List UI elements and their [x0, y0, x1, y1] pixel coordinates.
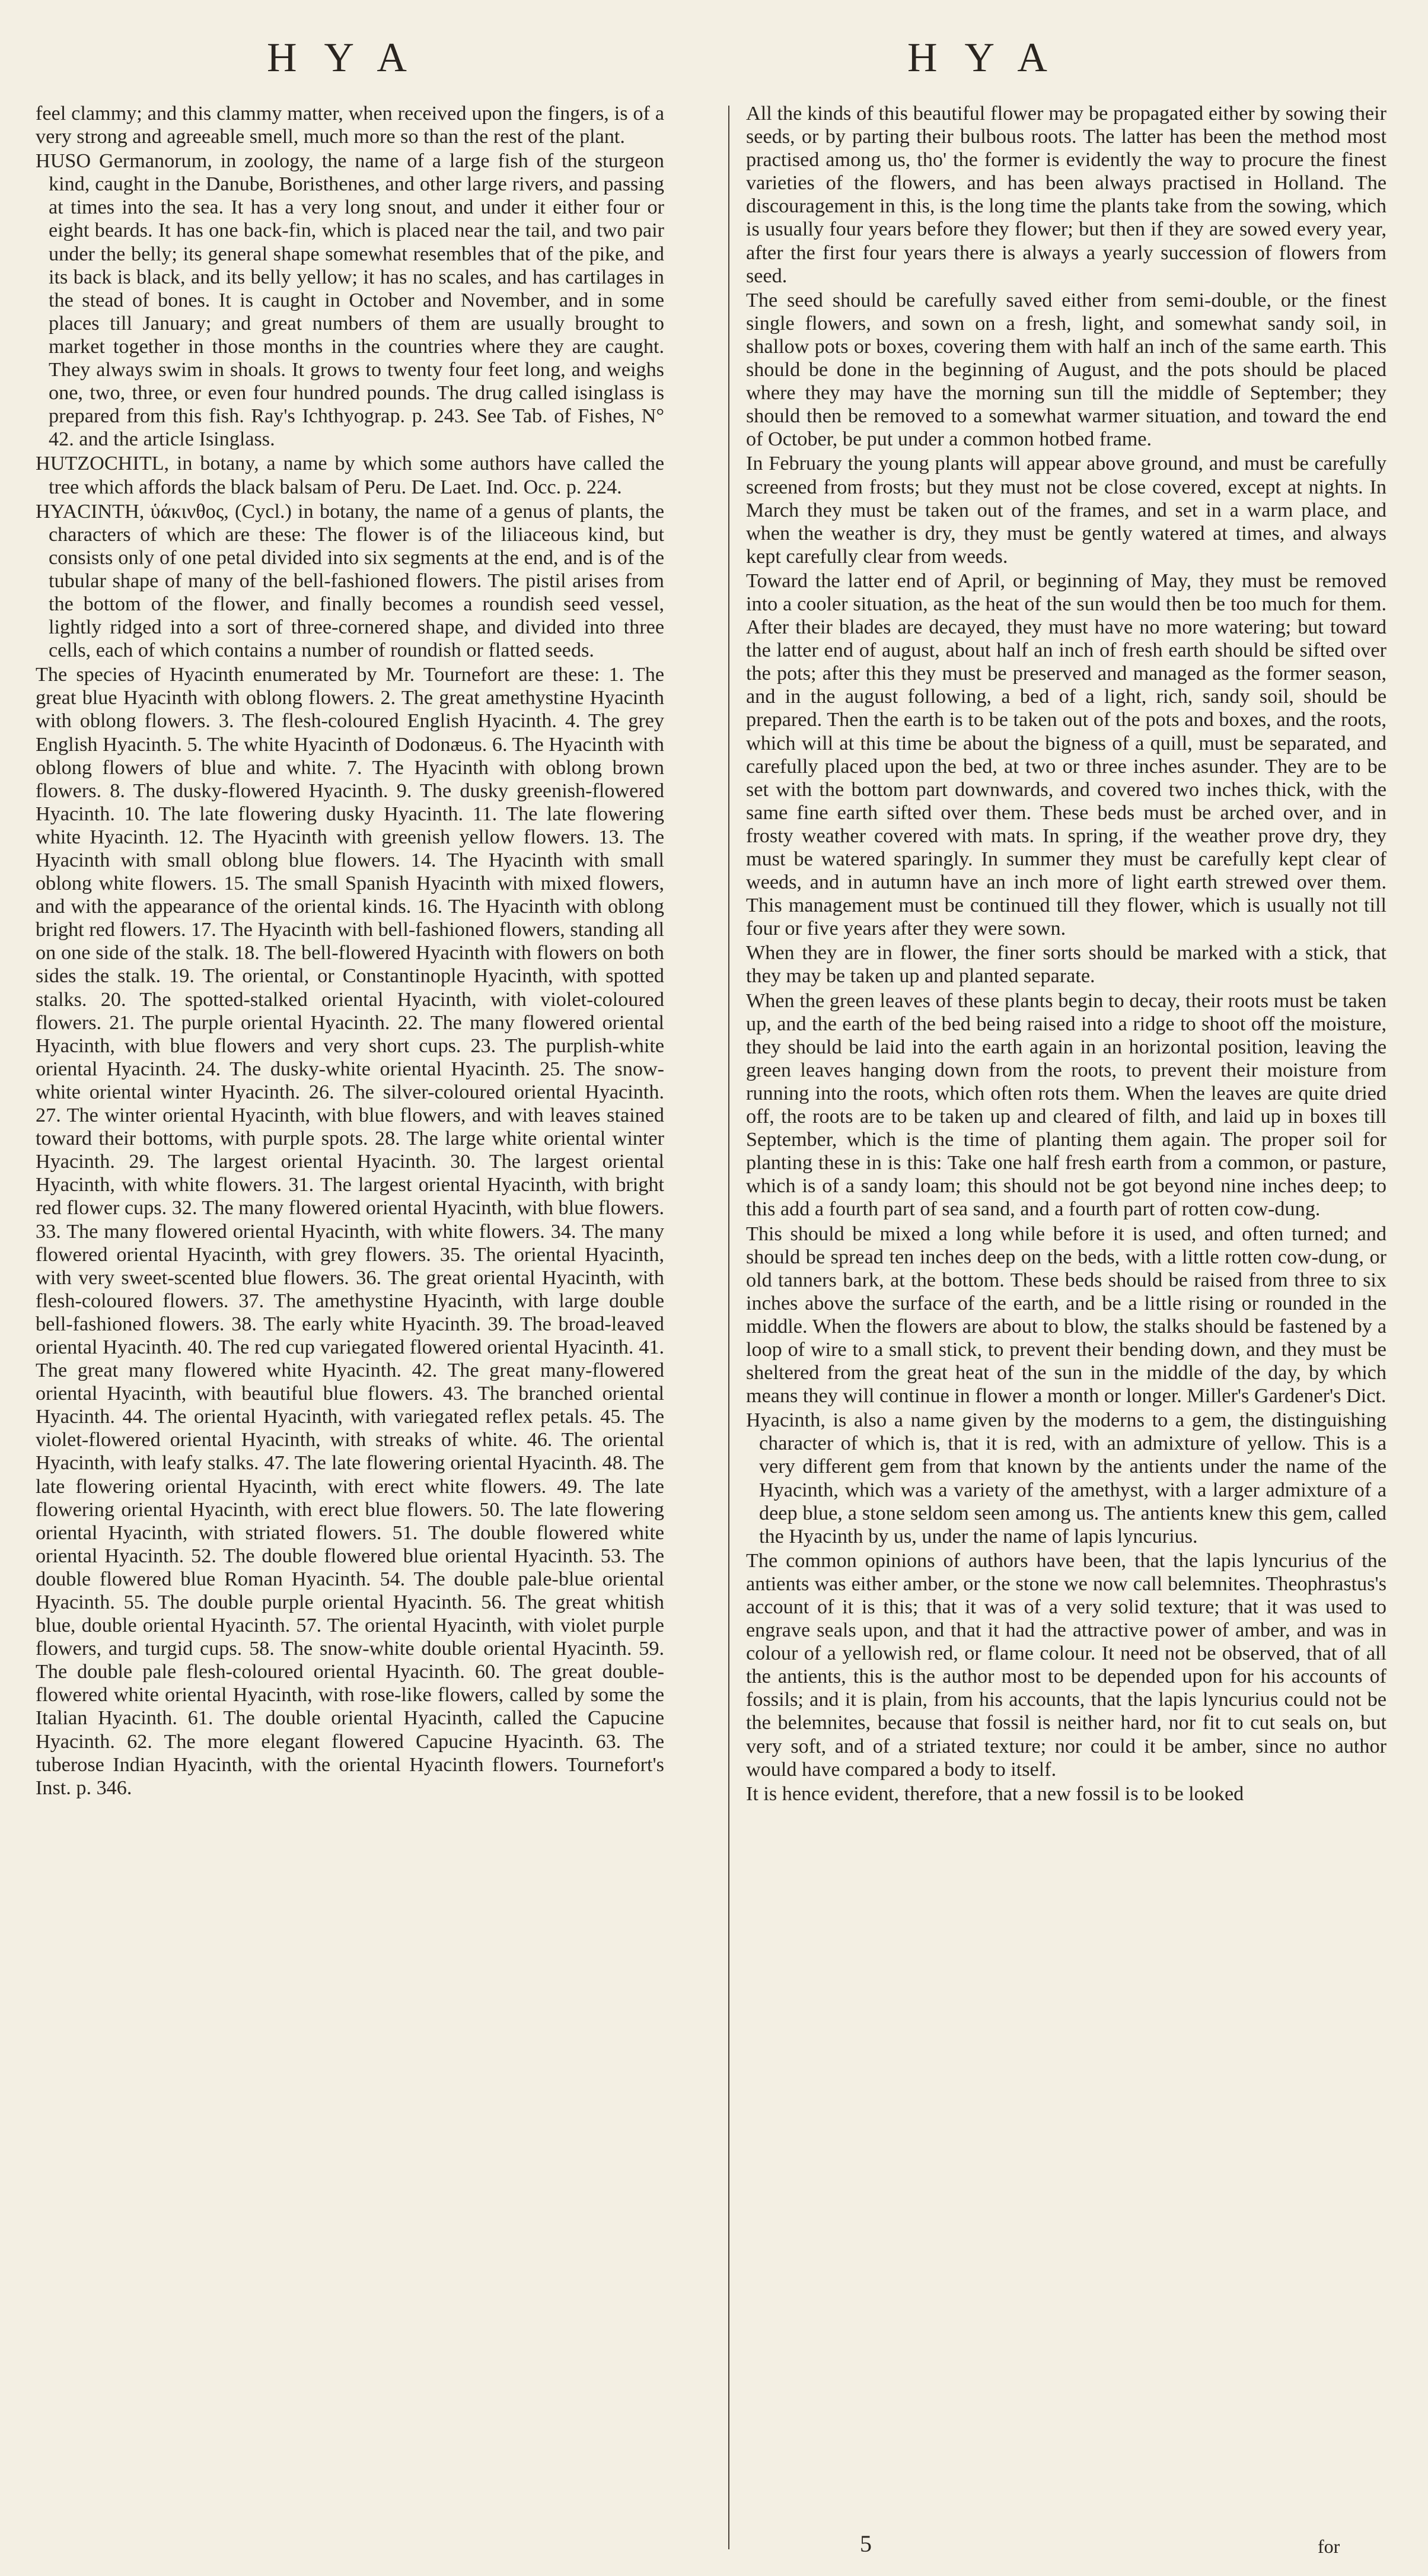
paragraph: HUTZOCHITL, in botany, a name by which some authors have called the tree which affords the black balsam of Peru. De Laet. Ind. Occ. p. 224. — [36, 453, 664, 498]
paragraph: Toward the latter end of April, or beginning of May, they must be removed into a cooler situation, as the heat of the sun would then be too much for them. After their blades are decayed, they must have no more watering; but toward the latter end of august, about half an inch of fresh earth should be sifted over the pots; after this they must be preserved and managed as the former season, and in the august following, a bed of a light, rich, sandy soil, should be prepared. Then the earth is to be taken out of the pots and boxes, and the roots, which will at this time be about the bigness of a quill, must be separated, and carefully placed upon the bed, at two or three inches asunder. They are to be set with the bottom part downwards, and covered two inches thick, with the same fine earth sifted over them. These beds must be arched over, and in frosty weather covered with mats. In spring, if the weather prove dry, they must be watered sparingly. In summer they must be carefully kept clear of weeds, and in autumn have an inch more of light earth strewed over them. This management must be continued till they flower, which is usually not till four or five years after they were sown. — [746, 569, 1386, 940]
paragraph: When the green leaves of these plants begin to decay, their roots must be taken up, and the earth of the bed being raised into a ridge to shoot off the moisture, they should be laid into the earth again in an horizontal position, leaving the green leaves hanging down from the roots, to prevent their moisture from running into the roots, which often rots them. When the leaves are quite dried off, the roots are to be taken up and cleared of filth, and laid up in boxes till September, which is the time of planting them again. The proper soil for planting these in is this: Take one half fresh earth from a common, or pasture, which is of a sandy loam; this should not be got beyond nine inches deep; to this add a fourth part of sea sand, and a fourth part of rotten cow-dung. — [746, 989, 1386, 1221]
paragraph: It is hence evident, therefore, that a new fossil is to be looked — [746, 1782, 1244, 1805]
paragraph: Hyacinth, is also a name given by the moderns to a gem, the distinguishing character of which is, that it is red, with an admixture of yellow. This is a very different gem from that known by the antients under the name of the Hyacinth, which was a variety of the amethyst, with a larger admixture of a deep blue, a stone seldom seen among us. The antients knew this gem, called the Hyacinth by us, under the name of lapis lyncurius. — [746, 1409, 1386, 1547]
paragraph: This should be mixed a long while before it is used, and often turned; and should be spread ten inches deep on the beds, with a little rotten cow-dung, or old tanners bark, at the bottom. These beds should be raised from three to six inches above the surface of the earth, and be a little rising or rounded in the middle. When the flowers are about to blow, the stalks should be fastened by a loop of wire to a small stick, to prevent their bending down, and they must be sheltered from the great heat of the sun in the middle of the day, by which means they will continue in flower a month or longer. Miller's Gardener's Dict. — [746, 1222, 1386, 1408]
paragraph: When they are in flower, the finer sorts should be marked with a stick, that they may be taken up and planted separate. — [746, 942, 1386, 988]
running-head-left: HYA — [267, 35, 434, 81]
catchword: for — [1318, 2536, 1340, 2557]
paragraph: HYACINTH, ὑάκινθος, (Cycl.) in botany, the name of a genus of plants, the characters of which are these: The flower is of the liliaceous kind, but consists only of one petal divided into six segments at the end, and is of the tubular shape of many of the bell-fashioned flowers. The pistil arises from the bottom of the flower, and finally becomes a roundish seed vessel, lightly ridged into a sort of three-cornered shape, and divided into three cells, each of which contains a number of roundish or flatted seeds. — [36, 500, 664, 662]
left-column — [36, 102, 664, 1801]
paragraph: The species of Hyacinth enumerated by Mr. Tournefort are these: 1. The great blue Hyacinth with oblong flowers. 2. The great amethystine Hyacinth with oblong flowers. 3. The flesh-coloured English Hyacinth. 4. The grey English Hyacinth. 5. The white Hyacinth of Dodonæus. 6. The Hyacinth with oblong flowers of blue and white. 7. The Hyacinth with oblong brown flowers. 8. The dusky-flowered Hyacinth. 9. The dusky greenish-flowered Hyacinth. 10. The late flowering dusky Hyacinth. 11. The late flowering white Hyacinth. 12. The Hyacinth with greenish yellow flowers. 13. The Hyacinth with small oblong blue flowers. 14. The Hyacinth with small oblong white flowers. 15. The small Spanish Hyacinth with mixed flowers, and with the appearance of the oriental kinds. 16. The Hyacinth with oblong bright red flowers. 17. The Hyacinth with bell-fashioned flowers, standing all on one side of the stalk. 18. The bell-flowered Hyacinth with flowers on both sides the stalk. 19. The oriental, or Constantinople Hyacinth, with spotted stalks. 20. The spotted-stalked oriental Hyacinth, with violet-coloured flowers. 21. The purple oriental Hyacinth. 22. The many flowered oriental Hyacinth, with blue flowers and very short cups. 23. The purplish-white oriental Hyacinth. 24. The dusky-white oriental Hyacinth. 25. The snow-white oriental winter Hyacinth. 26. The silver-coloured oriental Hyacinth. 27. The winter oriental Hyacinth, with blue flowers, and with leaves stained toward their bottoms, with purple spots. 28. The large white oriental winter Hyacinth. 29. The largest oriental Hyacinth. 30. The largest oriental Hyacinth, with white flowers. 31. The largest oriental Hyacinth, with bright red flower cups. 32. The many flowered oriental Hyacinth, with blue flowers. 33. The many flowered oriental Hyacinth, with white flowers. 34. The many flowered oriental Hyacinth, with grey flowers. 35. The oriental Hyacinth, with very sweet-scented blue flowers. 36. The great oriental Hyacinth, with flesh-coloured flowers. 37. The amethystine Hyacinth, with large double bell-fashioned flowers. 38. The early white Hyacinth. 39. The broad-leaved oriental Hyacinth. 40. The red cup variegated flowered oriental Hyacinth. 41. The great many flowered white Hyacinth. 42. The great many-flowered oriental Hyacinth, with beautiful blue flowers. 43. The branched oriental Hyacinth. 44. The oriental Hyacinth, with variegated reflex petals. 45. The violet-flowered oriental Hyacinth, with streaks of white. 46. The oriental Hyacinth, with leafy stalks. 47. The late flowering oriental Hyacinth. 48. The late flowering oriental Hyacinth, with erect white flowers. 49. The late flowering oriental Hyacinth, with erect blue flowers. 50. The late flowering oriental Hyacinth, with striated flowers. 51. The double flowered white oriental Hyacinth. 52. The double flowered blue oriental Hyacinth. 53. The double flowered blue Roman Hyacinth. 54. The double pale-blue oriental Hyacinth. 55. The double purple oriental Hyacinth. 56. The great whitish blue, double oriental Hyacinth. 57. The oriental Hyacinth, with violet purple flowers, and turgid cups. 58. The snow-white double oriental Hyacinth. 59. The double pale flesh-coloured oriental Hyacinth. 60. The great double-flowered white oriental Hyacinth, with rose-like flowers, called by some the Italian Hyacinth. 61. The double oriental Hyacinth, called the Capucine Hyacinth. 62. The more elegant flowered Capucine Hyacinth. 63. The tuberose Indian Hyacinth, with the oriental Hyacinth flowers. Tournefort's Inst. p. 346. — [36, 664, 664, 1799]
right-column — [746, 102, 1386, 1807]
paragraph: HUSO Germanorum, in zoology, the name of a large fish of the sturgeon kind, caught in the Danube, Boristhenes, and other large rivers, and passing at times into the sea. It has a very long snout, and under it either four or eight beards. It has one back-fin, which is placed near the tail, and two pair under the belly; its general shape somewhat resembles that of the pike, and its back is black, and its belly yellow; it has no scales, and has cartilages in the stead of bones. It is caught in October and November, and in some places till January; and great numbers of them are usually brought to market together in those months in the countries where they are caught. They always swim in shoals. It grows to twenty four feet long, and weighs one, two, three, or even four hundred pounds. The drug called isinglass is prepared from this fish. Ray's Ichthyograp. p. 243. See Tab. of Fishes, N° 42. and the article Isinglass. — [36, 150, 664, 451]
column-divider — [728, 106, 729, 2549]
paragraph: feel clammy; and this clammy matter, when received upon the fingers, is of a very strong and agreeable smell, much more so than the rest of the plant. — [36, 103, 664, 148]
running-head-right: HYA — [907, 35, 1075, 81]
paragraph: In February the young plants will appear above ground, and must be carefully screened from frosts; but they must not be close covered, except at nights. In March they must be taken out of the frames, and set in a warm place, and when the weather is dry, they must be gently watered at times, and always kept carefully clear from weeds. — [746, 453, 1386, 568]
paragraph: All the kinds of this beautiful flower may be propagated either by sowing their seeds, or by parting their bulbous roots. The latter has been the method most practised among us, tho' the former is evidently the way to procure the finest varieties of the flowers, and has been always practised in Holland. The discouragement in this, is the long time the plants take from the sowing, which is usually four years before they flower; but then if they are sowed every year, after the first four years there is always a yearly succession of flowers from seed. — [746, 103, 1386, 287]
signature-mark: 5 — [860, 2530, 872, 2557]
paragraph: The common opinions of authors have been, that the lapis lyncurius of the antients was either amber, or the stone we now call belemnites. Theophrastus's account of it is this; that it was of a very solid texture; that it was used to engrave seals upon, and that it had the attractive power of amber, and was in colour of a yellowish red, or flame colour. It need not be observed, that of all the antients, this is the author most to be depended upon for his accounts of fossils; and it is plain, from his accounts, that the lapis lyncurius could not be the belemnites, because that fossil is neither hard, nor fit to cut seals on, but very soft, and of a striated texture; nor could it be amber, since no author would have compared a body to itself. — [746, 1549, 1386, 1781]
paragraph: The seed should be carefully saved either from semi-double, or the finest single flowers, and sown on a fresh, light, and somewhat sandy soil, in shallow pots or boxes, covering them with half an inch of the same earth. This should be done in the beginning of August, and the pots should be placed where they may have the morning sun till the middle of September; they should then be removed to a somewhat warmer situation, and toward the end of October, be put under a common hotbed frame. — [746, 289, 1386, 451]
